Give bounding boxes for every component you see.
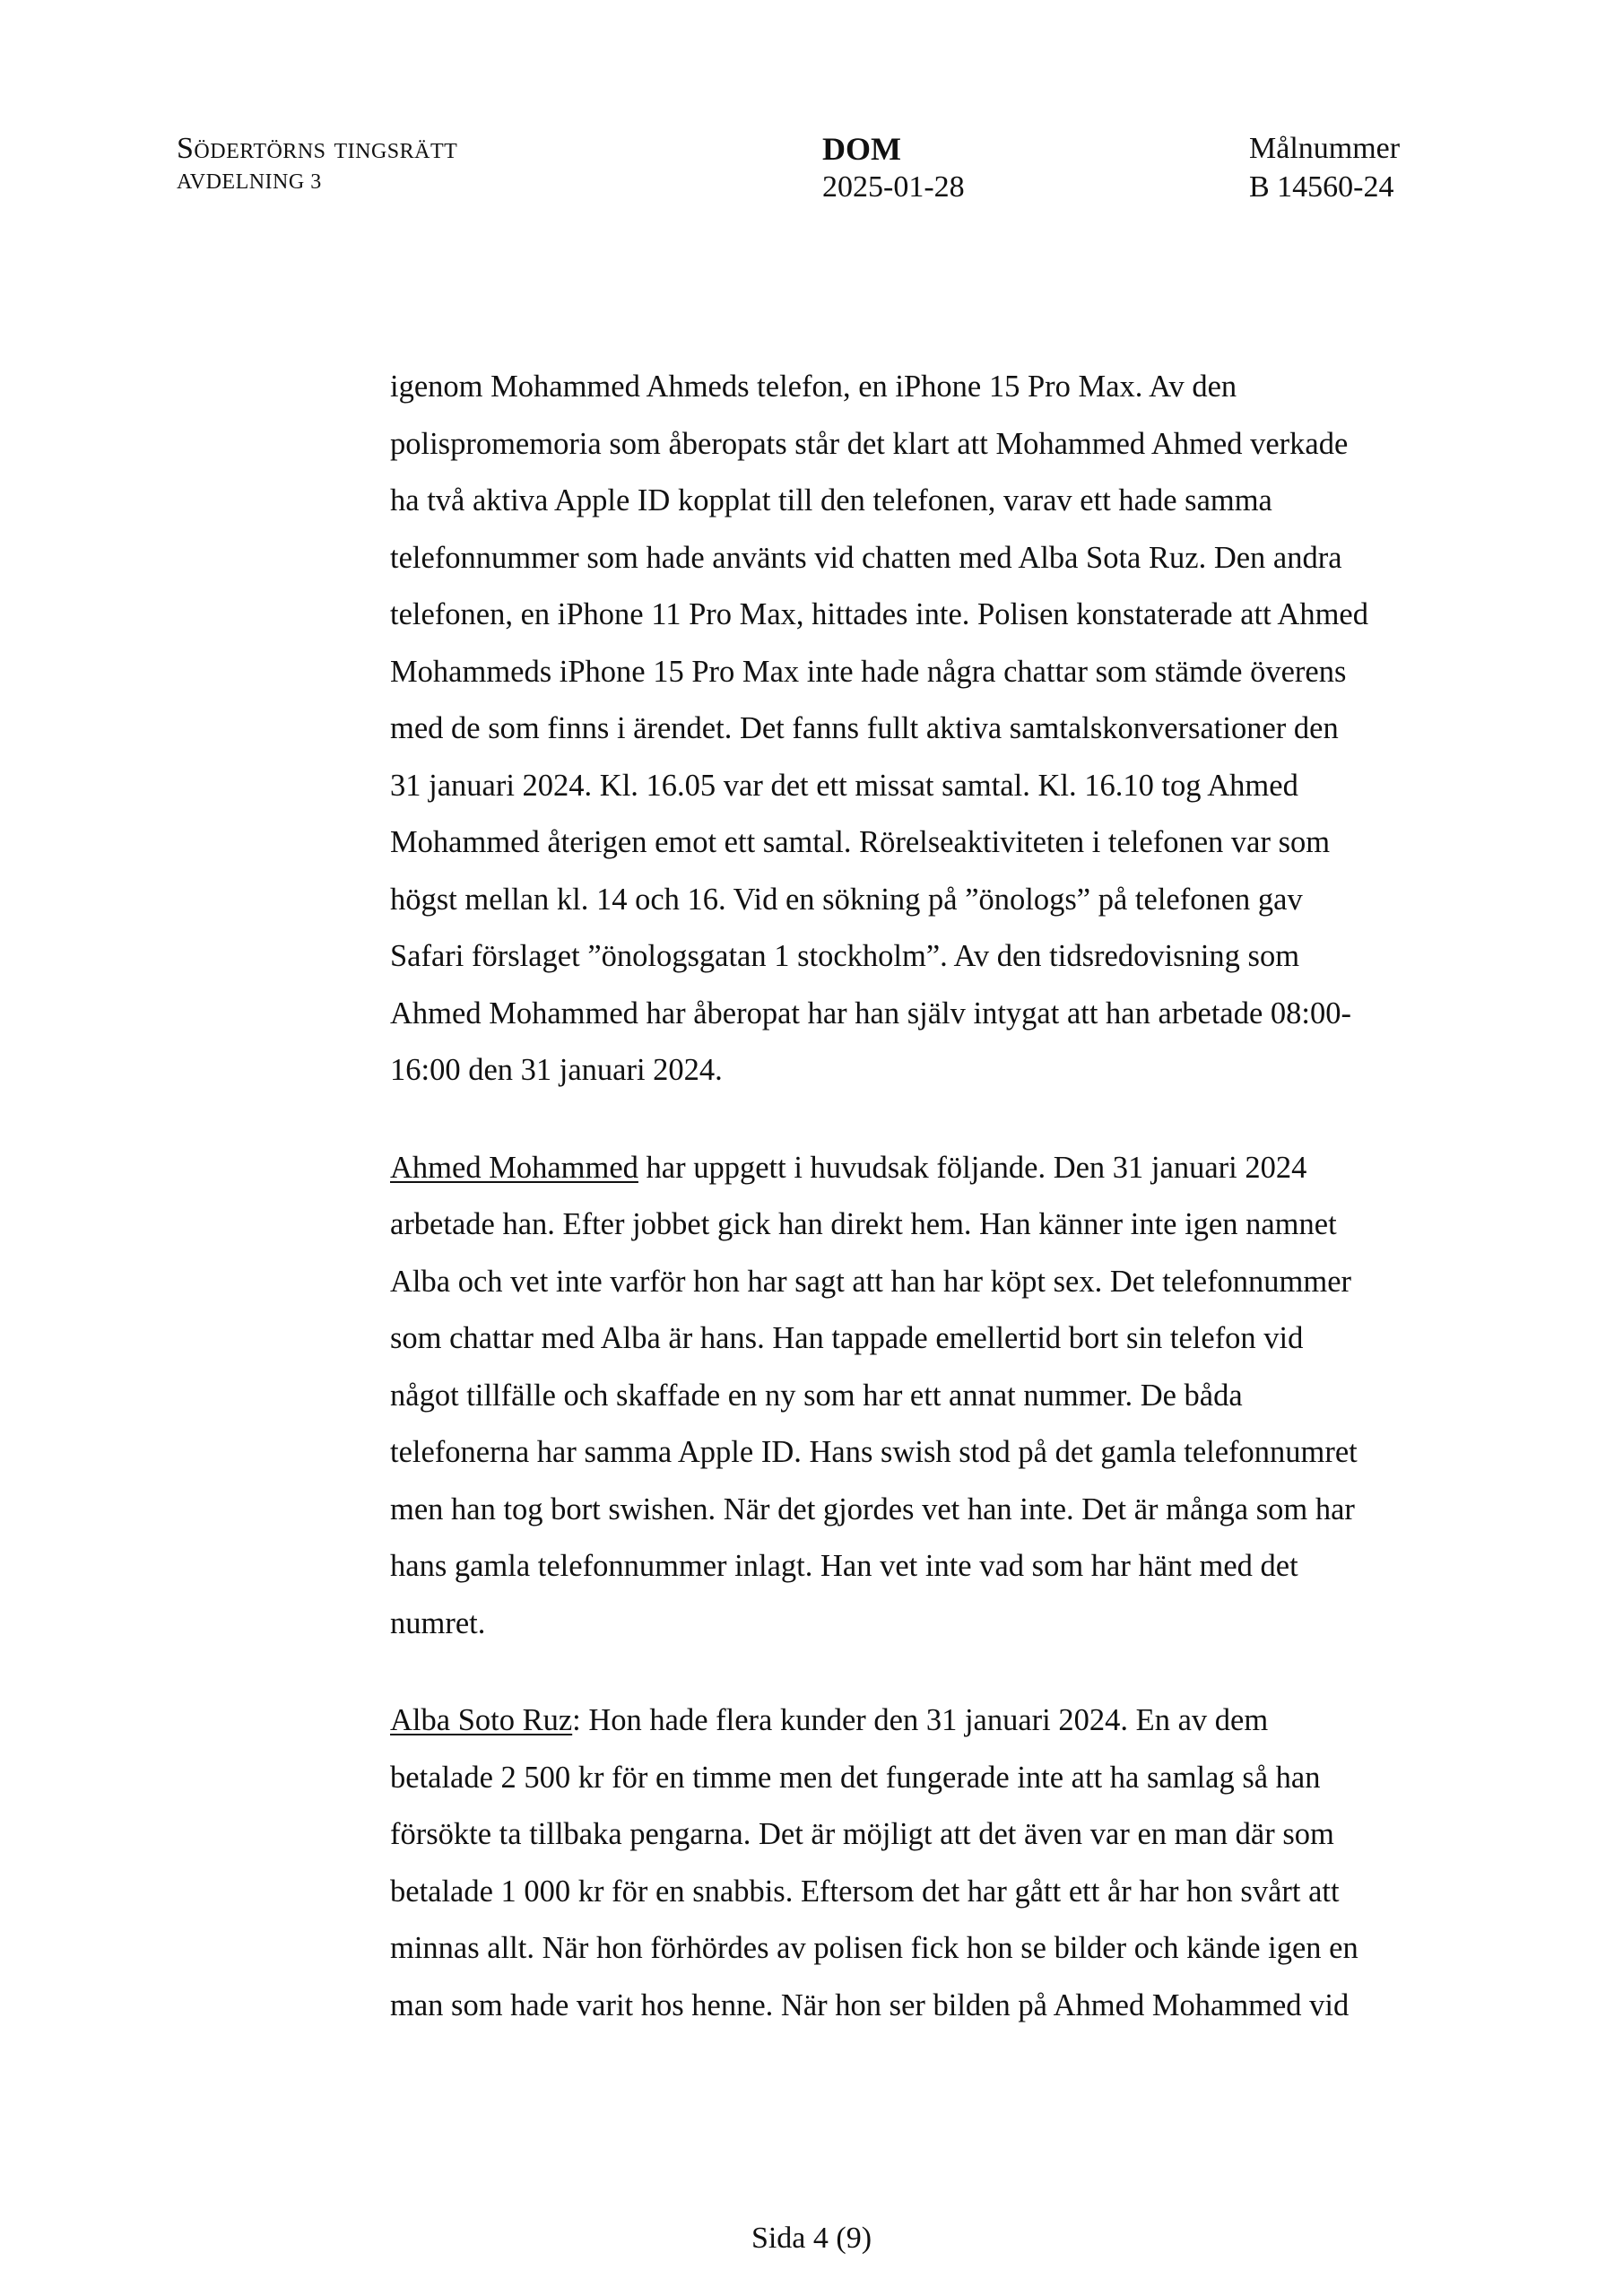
paragraph-evidence (390, 359, 1430, 1100)
text-line: numret. (390, 1605, 486, 1640)
speaker-name: Alba Soto Ruz (390, 1703, 573, 1737)
case-number: B 14560-24 (1249, 170, 1394, 204)
document-body (390, 359, 1430, 2034)
text-line: högst mellan kl. 14 och 16. Vid en sökning på ”önologs” på telefonen gav (390, 882, 1303, 917)
text-line: som chattar med Alba är hans. Han tappade emellertid bort sin telefon vid (390, 1321, 1304, 1355)
text-line: telefonen, en iPhone 11 Pro Max, hittades inte. Polisen konstaterade att Ahmed (390, 597, 1368, 631)
document-date: 2025-01-28 (822, 170, 965, 204)
text-fragment: har uppgett i huvudsak följande. Den 31 januari 2024 (638, 1150, 1307, 1185)
text-line: men han tog bort swishen. När det gjordes vet han inte. Det är många som har (390, 1492, 1355, 1526)
court-name-rest: ödertörns tingsrätt (194, 132, 458, 165)
speaker-name: Ahmed Mohammed (390, 1150, 638, 1185)
text-line (390, 1692, 1430, 1750)
text-line: igenom Mohammed Ahmeds telefon, en iPhone 15 Pro Max. Av den (390, 370, 1237, 404)
text-line: polispromemoria som åberopats står det klart att Mohammed Ahmed verkade (390, 426, 1349, 461)
document-type: DOM (822, 131, 901, 167)
text-line: Mohammeds iPhone 15 Pro Max inte hade några chattar som stämde överens (390, 654, 1347, 689)
text-line (390, 1140, 1430, 1197)
text-line: Alba och vet inte varför hon har sagt att han har köpt sex. Det telefonnummer (390, 1264, 1352, 1299)
text-line: med de som finns i ärendet. Det fanns fullt aktiva samtalskonversationer den (390, 711, 1339, 745)
page-number: Sida 4 (9) (751, 2222, 872, 2255)
text-line: något tillfälle och skaffade en ny som har ett annat nummer. De båda (390, 1378, 1243, 1413)
text-line: Ahmed Mohammed har åberopat har han själv intygat att han arbetade 08:00- (390, 996, 1352, 1031)
text-line: ha två aktiva Apple ID kopplat till den telefonen, varav ett hade samma (390, 483, 1272, 517)
paragraph-defendant-statement (390, 1140, 1430, 1653)
text-fragment: : Hon hade flera kunder den 31 januari 2024. En av dem (572, 1703, 1269, 1737)
paragraph-witness-statement (390, 1692, 1430, 2034)
text-line: man som hade varit hos henne. När hon ser bilden på Ahmed Mohammed vid (390, 1987, 1350, 2022)
text-line: försökte ta tillbaka pengarna. Det är möjligt att det även var en man där som (390, 1817, 1334, 1851)
case-number-label: Målnummer (1249, 132, 1401, 165)
paragraph-gap (390, 1100, 1430, 1140)
text-line: arbetade han. Efter jobbet gick han direkt hem. Han känner inte igen namnet (390, 1207, 1337, 1241)
paragraph-gap (390, 1652, 1430, 1692)
text-line: betalade 1 000 kr för en snabbis. Eftersom det har gått ett år har hon svårt att (390, 1874, 1340, 1909)
text-line: 16:00 den 31 januari 2024. (390, 1053, 723, 1087)
text-line: Safari förslaget ”önologsgatan 1 stockholm”. Av den tidsredovisning som (390, 939, 1300, 973)
text-line: hans gamla telefonnummer inlagt. Han vet inte vad som har hänt med det (390, 1549, 1298, 1583)
court-name-initial: S (177, 132, 195, 165)
text-line: betalade 2 500 kr för en timme men det fungerade inte att ha samlag så han (390, 1760, 1321, 1795)
text-line: telefonerna har samma Apple ID. Hans swish stod på det gamla telefonnumret (390, 1435, 1358, 1469)
text-line: telefonnummer som hade använts vid chatten med Alba Sota Ruz. Den andra (390, 540, 1342, 575)
court-department: AVDELNING 3 (177, 170, 322, 194)
text-line: 31 januari 2024. Kl. 16.05 var det ett missat samtal. Kl. 16.10 tog Ahmed (390, 768, 1298, 803)
text-line: Mohammed återigen emot ett samtal. Rörelseaktiviteten i telefonen var som (390, 825, 1331, 859)
text-line: minnas allt. När hon förhördes av polisen fick hon se bilder och kände igen en (390, 1931, 1358, 1965)
court-name (177, 131, 457, 167)
